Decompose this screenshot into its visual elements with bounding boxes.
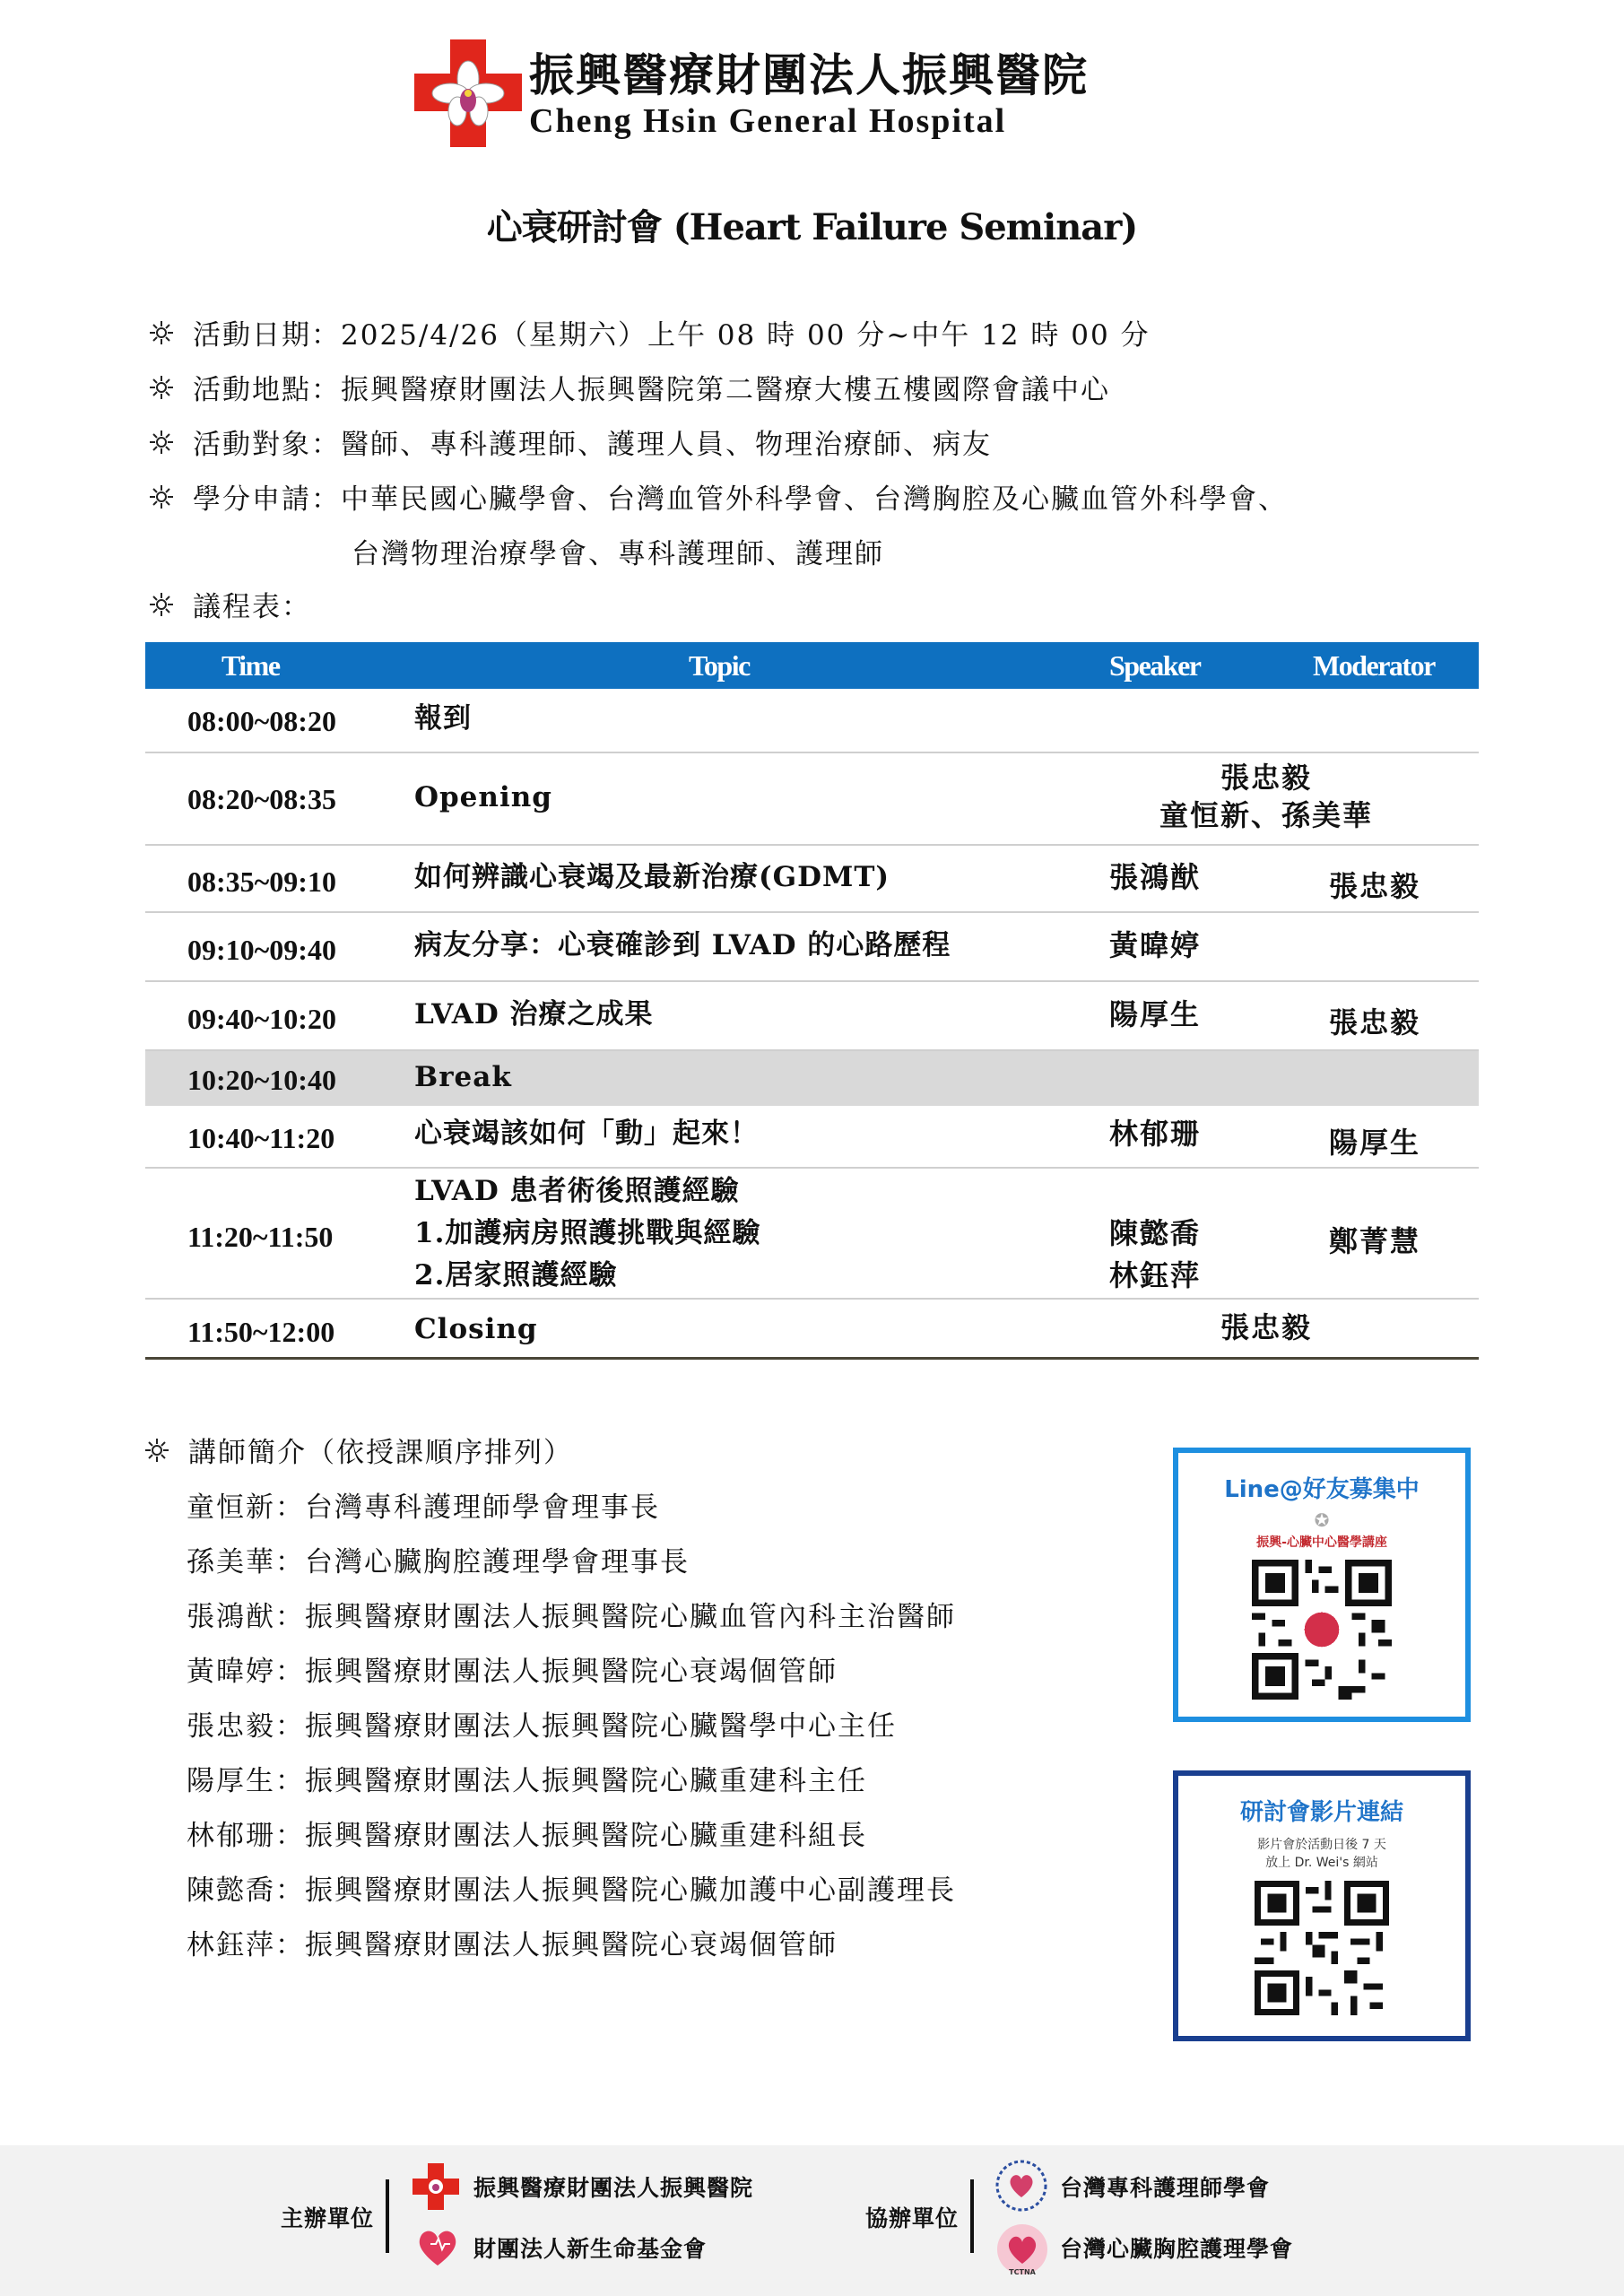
hospital-logo-icon bbox=[414, 39, 522, 147]
video-qr-code-icon[interactable] bbox=[1252, 1881, 1392, 2015]
organizer-2: 財團法人新生命基金會 bbox=[473, 2236, 708, 2262]
agenda-label: 議程表： bbox=[193, 591, 311, 623]
agenda-table bbox=[145, 642, 1479, 1360]
row-moderator: 陽厚生 bbox=[1329, 1126, 1421, 1160]
info-date bbox=[148, 312, 1151, 352]
header-topic: Topic bbox=[689, 648, 750, 682]
hospital-name-cn: 振興醫療財團法人振興醫院 bbox=[529, 48, 1089, 101]
row-moderator: 張忠毅 bbox=[1329, 1005, 1421, 1039]
info-credit-line2 bbox=[352, 531, 884, 571]
bio-item: 林鈺萍：振興醫療財團法人振興醫院心衰竭個管師 bbox=[187, 1929, 838, 1961]
footer bbox=[0, 2145, 1624, 2296]
hospital-name bbox=[529, 48, 1089, 139]
hospital-name-en: Cheng Hsin General Hospital bbox=[529, 102, 1007, 140]
heart-icon bbox=[414, 2224, 461, 2271]
sun-bullet-icon bbox=[148, 591, 175, 618]
header-speaker: Speaker bbox=[1109, 648, 1201, 682]
table-row bbox=[145, 1106, 1479, 1169]
video-qr-note-2: 放上 Dr. Wei's 網站 bbox=[1265, 1856, 1378, 1870]
bio-item: 童恒新：台灣專科護理師學會理事長 bbox=[187, 1492, 660, 1524]
credit-value-1: 中華民國心臟學會、台灣血管外科學會、台灣胸腔及心臟血管外科學會、 bbox=[341, 483, 1288, 516]
bios-title-text: 講師簡介（依授課順序排列） bbox=[188, 1437, 573, 1469]
row-speaker: 陽厚生 bbox=[1109, 997, 1202, 1031]
bio-item: 黃暐婷：振興醫療財團法人振興醫院心衰竭個管師 bbox=[187, 1656, 838, 1688]
info-agenda bbox=[148, 584, 311, 624]
bio-item: 張鴻猷：振興醫療財團法人振興醫院心臟血管內科主治醫師 bbox=[187, 1601, 956, 1633]
date-value: 2025/4/26（星期六）上午 08 時 00 分~中午 12 時 00 分 bbox=[341, 319, 1151, 352]
row-topic-line: 1.加護病房照護挑戰與經驗 bbox=[414, 1217, 761, 1249]
sun-bullet-icon bbox=[143, 1437, 170, 1464]
video-qr-note bbox=[1178, 1836, 1465, 1872]
row-topic-line: 2.居家照護經驗 bbox=[414, 1259, 618, 1292]
row-speaker: 張忠毅 bbox=[1220, 761, 1312, 795]
row-topic: Break bbox=[414, 1061, 512, 1093]
sun-bullet-icon bbox=[148, 374, 175, 401]
audience-label: 活動對象： bbox=[193, 429, 341, 461]
row-time: 11:20~11:50 bbox=[187, 1221, 334, 1253]
sun-bullet-icon bbox=[148, 429, 175, 456]
footer-divider bbox=[386, 2179, 389, 2253]
row-topic: Opening bbox=[414, 781, 552, 813]
row-time: 08:00~08:20 bbox=[187, 705, 336, 737]
line-qr-subtitle: 振興-心臟中心醫學講座 bbox=[1256, 1535, 1387, 1550]
video-qr-note-1: 影片會於活動日後 7 天 bbox=[1257, 1838, 1386, 1852]
row-time: 08:35~09:10 bbox=[187, 865, 336, 898]
bio-item: 孫美華：台灣心臟胸腔護理學會理事長 bbox=[187, 1546, 690, 1578]
video-qr-title: 研討會影片連結 bbox=[1239, 1799, 1403, 1826]
row-speaker: 黃暐婷 bbox=[1109, 928, 1202, 962]
hospital-header bbox=[414, 39, 1089, 147]
row-topic: Closing bbox=[414, 1313, 538, 1345]
row-time: 10:20~10:40 bbox=[187, 1064, 336, 1096]
row-time: 10:40~11:20 bbox=[187, 1122, 335, 1154]
info-venue bbox=[148, 367, 1110, 407]
row-topic: 心衰竭該如何「動」起來！ bbox=[414, 1118, 759, 1150]
row-topic: 如何辨識心衰竭及最新治療(GDMT) bbox=[414, 861, 890, 893]
credit-label: 學分申請： bbox=[193, 483, 341, 516]
venue-value: 振興醫療財團法人振興醫院第二醫療大樓五樓國際會議中心 bbox=[341, 374, 1110, 406]
co-organizer-2: 台灣心臟胸腔護理學會 bbox=[1060, 2236, 1294, 2262]
row-speaker: 林郁珊 bbox=[1109, 1117, 1202, 1151]
credit-value-2: 台灣物理治療學會、專科護理師、護理師 bbox=[352, 538, 884, 570]
header-time: Time bbox=[221, 648, 280, 682]
row-topic: 病友分享：心衰確診到 LVAD 的心路歷程 bbox=[414, 929, 951, 961]
row-moderator: 鄭菁慧 bbox=[1329, 1224, 1421, 1258]
organizer-label: 主辦單位 bbox=[281, 2205, 375, 2231]
bio-item: 張忠毅：振興醫療財團法人振興醫院心臟醫學中心主任 bbox=[187, 1710, 897, 1743]
line-qr-code-icon[interactable] bbox=[1250, 1560, 1394, 1700]
line-qr-title: Line@好友募集中 bbox=[1224, 1476, 1420, 1503]
row-time: 09:40~10:20 bbox=[187, 1003, 336, 1035]
table-row bbox=[145, 982, 1479, 1051]
table-row bbox=[145, 846, 1479, 913]
np-association-logo-icon bbox=[994, 2158, 1049, 2213]
bio-item: 陳懿喬：振興醫療財團法人振興醫院心臟加護中心副護理長 bbox=[187, 1874, 956, 1907]
row-topic: 報到 bbox=[414, 702, 472, 735]
table-row bbox=[145, 913, 1479, 982]
table-header bbox=[145, 642, 1479, 689]
co-organizer-label: 協辦單位 bbox=[865, 2205, 960, 2231]
footer-divider bbox=[970, 2179, 974, 2253]
table-row bbox=[145, 1169, 1479, 1300]
row-time: 09:10~09:40 bbox=[187, 934, 336, 966]
audience-value: 醫師、專科護理師、護理人員、物理治療師、病友 bbox=[341, 429, 992, 461]
table-row bbox=[145, 689, 1479, 753]
row-topic: LVAD 治療之成果 bbox=[414, 998, 654, 1031]
row-speaker: 陳懿喬 bbox=[1109, 1216, 1202, 1250]
row-speaker: 林鈺萍 bbox=[1109, 1258, 1202, 1292]
table-row bbox=[145, 1300, 1479, 1360]
tctna-logo-icon bbox=[994, 2221, 1051, 2278]
header-moderator: Moderator bbox=[1313, 648, 1435, 682]
row-speaker: 張忠毅 bbox=[1220, 1310, 1312, 1344]
venue-label: 活動地點： bbox=[193, 374, 341, 406]
table-row-break bbox=[145, 1051, 1479, 1106]
tctna-text: TCTNA bbox=[1009, 2268, 1036, 2276]
row-topic-line: LVAD 患者術後照護經驗 bbox=[414, 1175, 740, 1207]
row-speaker: 童恒新、孫美華 bbox=[1159, 798, 1373, 832]
star-icon: ✪ bbox=[1314, 1509, 1330, 1531]
hospital-logo-small-icon bbox=[411, 2161, 461, 2212]
page-title: 心衰研討會 (Heart Failure Seminar) bbox=[486, 206, 1138, 248]
video-qr-box[interactable] bbox=[1173, 1770, 1471, 2041]
table-row bbox=[145, 753, 1479, 846]
row-time: 08:20~08:35 bbox=[187, 783, 336, 815]
row-moderator: 張忠毅 bbox=[1329, 869, 1421, 903]
row-speaker: 張鴻猷 bbox=[1109, 860, 1202, 894]
info-credit bbox=[148, 476, 1288, 517]
organizer-1: 振興醫療財團法人振興醫院 bbox=[473, 2175, 754, 2201]
line-qr-box[interactable] bbox=[1173, 1448, 1471, 1722]
co-organizer-1: 台灣專科護理師學會 bbox=[1060, 2175, 1271, 2201]
date-label: 活動日期： bbox=[193, 319, 341, 352]
sun-bullet-icon bbox=[148, 483, 175, 510]
bio-item: 林郁珊：振興醫療財團法人振興醫院心臟重建科組長 bbox=[187, 1820, 867, 1852]
info-audience bbox=[148, 422, 992, 462]
row-time: 11:50~12:00 bbox=[187, 1316, 335, 1348]
bio-item: 陽厚生：振興醫療財團法人振興醫院心臟重建科主任 bbox=[187, 1765, 867, 1797]
sun-bullet-icon bbox=[148, 319, 175, 346]
bios-title bbox=[143, 1430, 573, 1470]
